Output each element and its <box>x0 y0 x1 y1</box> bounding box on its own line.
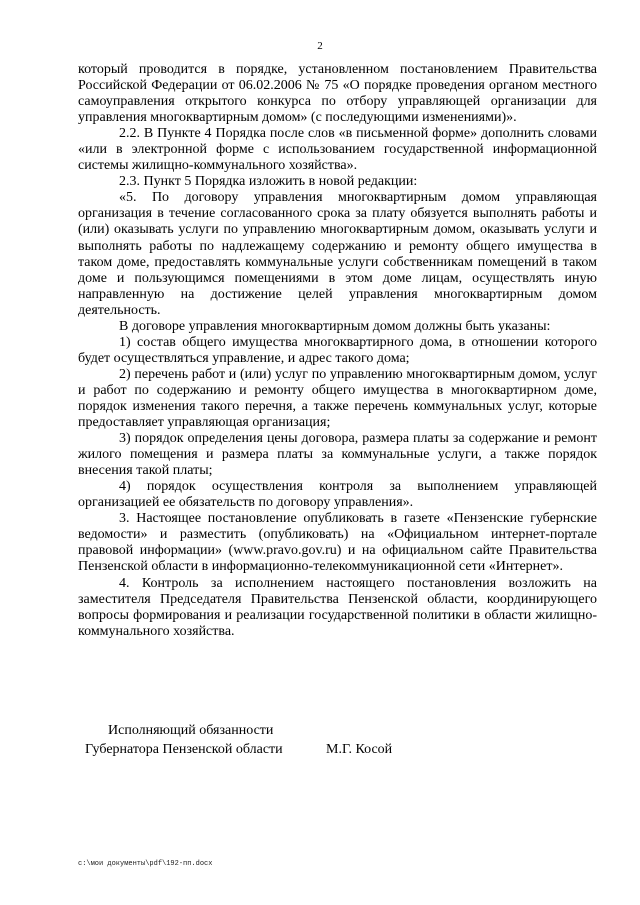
list-item-3: 3) порядок определения цены договора, размера платы за содержание и ремонт жилого помещения и размера платы за коммунальные услуги, а также порядок внесения такой платы; <box>78 431 597 479</box>
paragraph-item-4: 4. Контроль за исполнением настоящего постановления возложить на заместителя Председателя Правительства Пензенской области, координирующего вопросы формирования и реализации государственной политики в области жилищно-коммунального хозяйства. <box>78 575 597 639</box>
signature-title-line2: Губернатора Пензенской области <box>85 742 283 757</box>
file-path-footer: c:\мои документы\pdf\192-пп.docx <box>78 860 213 868</box>
paragraph-contract-intro: В договоре управления многоквартирным домом должны быть указаны: <box>119 318 551 334</box>
paragraph-clause-5: «5. По договору управления многоквартирным домом управляющая организация в течение согласованного срока за плату обязуется выполнять работы и (или) оказывать услуги по управлению многоквартирным домом, оказывать услуги и выполнять работы по надлежащему содержанию и ремонту общего имущества в таком доме, предоставлять коммунальные услуги собственникам помещений в таком доме и пользующимся помещениями в этом доме лицам, осуществлять иную направленную на достижение целей управления многоквартирным домом деятельность. <box>78 190 597 318</box>
list-item-4: 4) порядок осуществления контроля за выполнением управляющей организацией ее обязательств по договору управления». <box>78 479 597 511</box>
list-item-1: 1) состав общего имущества многоквартирного дома, в отношении которого будет осуществляться управление, и адрес такого дома; <box>78 334 597 366</box>
page-number: 2 <box>317 40 323 52</box>
document-body <box>78 62 597 640</box>
paragraph-item-2-3: 2.3. Пункт 5 Порядка изложить в новой редакции: <box>119 174 418 190</box>
paragraph-continuation: который проводится в порядке, установленном постановлением Правительства Российской Федерации от 06.02.2006 № 75 «О порядке проведения органом местного самоуправления открытого конкурса по отбору управляющей организации для управления многоквартирным домом» (с последующими изменениями)». <box>78 62 597 126</box>
paragraph-item-3: 3. Настоящее постановление опубликовать в газете «Пензенские губернские ведомости» и разместить (опубликовать) на «Официальном интернет-портале правовой информации» (www.pravo.gov.ru) и на официальном сайте Правительства Пензенской области в информационно-телекоммуникационной сети «Интернет». <box>78 511 597 575</box>
signature-title-line1: Исполняющий обязанности <box>108 723 274 738</box>
paragraph-item-2-2: 2.2. В Пункте 4 Порядка после слов «в письменной форме» дополнить словами «или в электронной форме с использованием государственной информационной системы жилищно-коммунального хозяйства». <box>78 126 597 174</box>
signature-name: М.Г. Косой <box>326 742 393 757</box>
list-item-2: 2) перечень работ и (или) услуг по управлению многоквартирным домом, услуг и работ по содержанию и ремонту общего имущества в многоквартирном доме, порядок изменения такого перечня, а также перечень коммунальных услуг, которые предоставляет управляющая организация; <box>78 366 597 431</box>
